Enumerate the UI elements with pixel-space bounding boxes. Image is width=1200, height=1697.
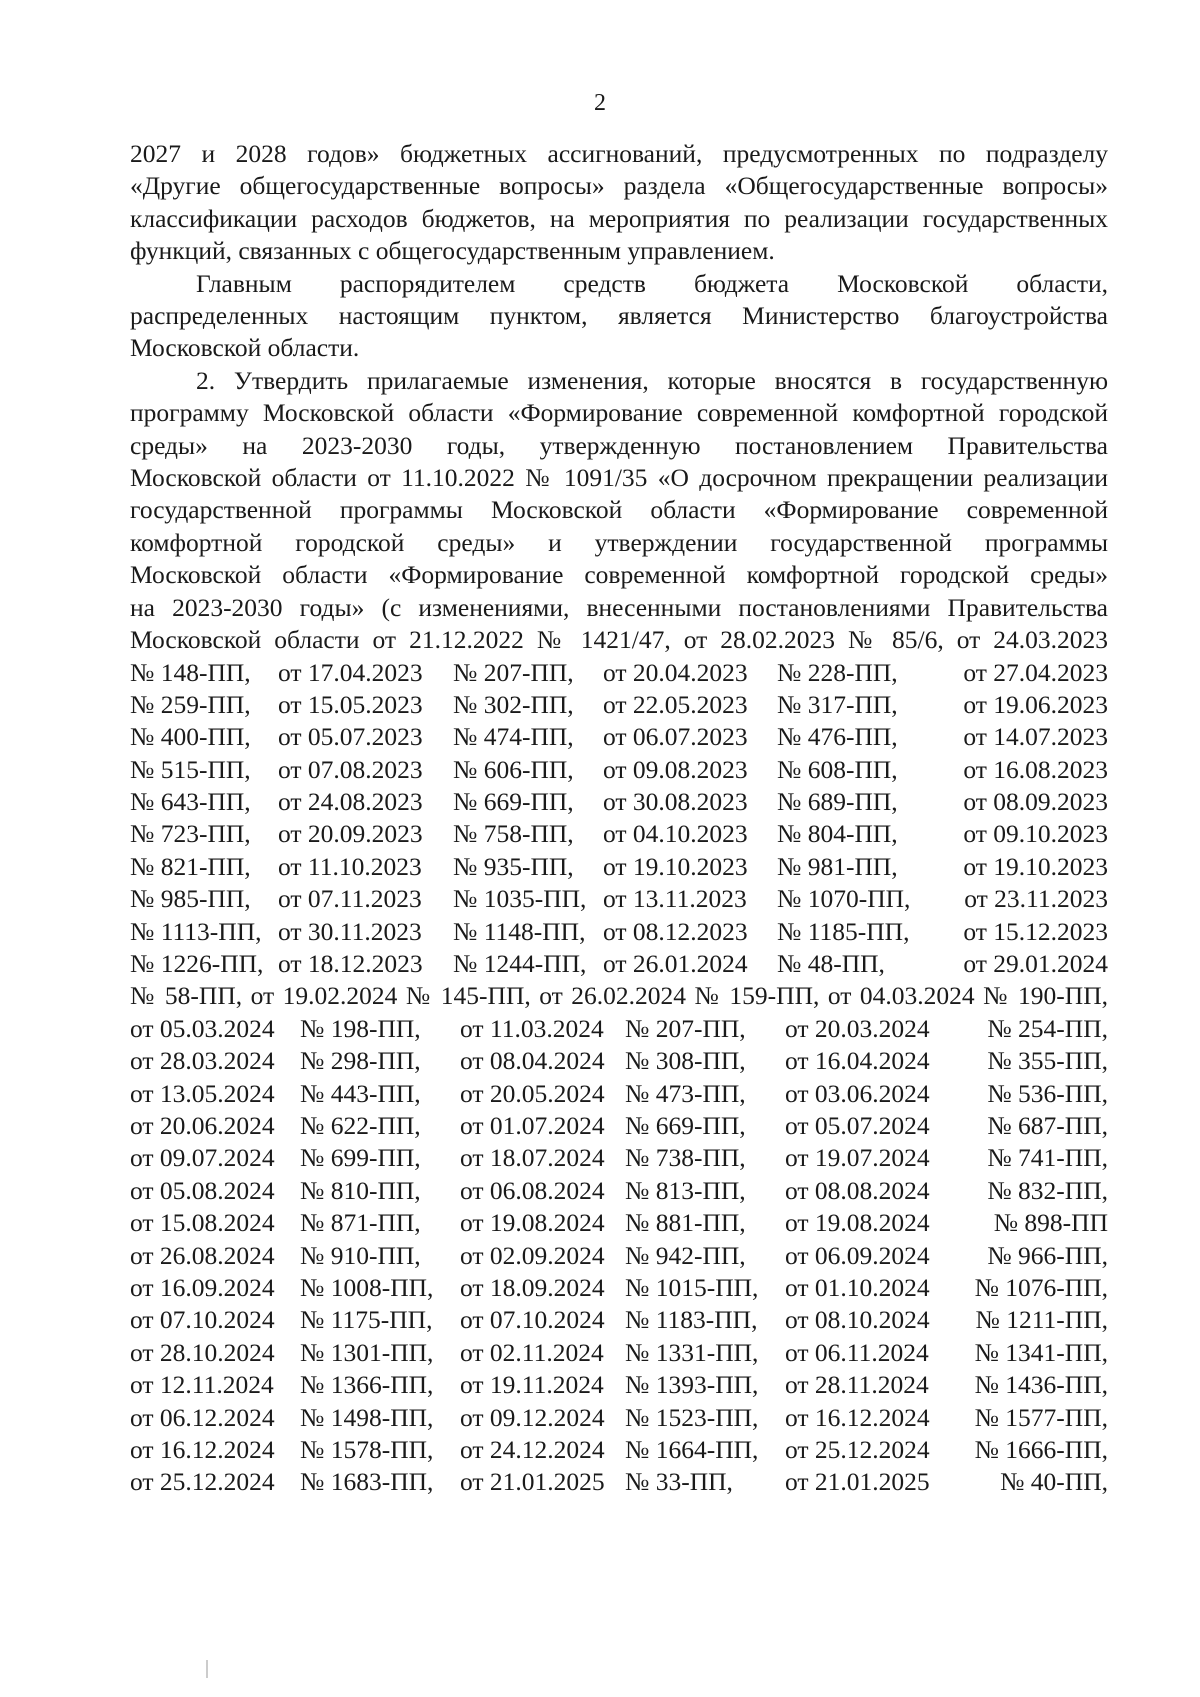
decree-row [130, 689, 1108, 721]
decree-cell: № 981-ПП, [777, 851, 898, 881]
decree-cell: от 06.09.2024 [785, 1240, 930, 1270]
decree-cell: от 08.08.2024 [785, 1175, 930, 1205]
decree-cell: № 871-ПП, [300, 1208, 421, 1238]
text-line: Главным распорядителем средств бюджета Московской области, [196, 268, 1108, 298]
decree-row [130, 1078, 1108, 1110]
decree-cell: от 26.08.2024 [130, 1240, 275, 1270]
decree-cell: от 30.08.2023 [603, 787, 748, 817]
decree-row [130, 1272, 1108, 1304]
decree-cell: № 1331-ПП, [625, 1337, 759, 1367]
decree-cell: от 24.08.2023 [278, 787, 423, 817]
decree-cell: № 1578-ПП, [300, 1434, 434, 1464]
decree-cell: № 821-ПП, [130, 851, 251, 881]
decree-cell: № 317-ПП, [777, 689, 898, 719]
text-line: функций, связанных с общегосударственным управлением. [130, 236, 775, 266]
decree-cell: № 298-ПП, [300, 1046, 421, 1076]
decree-cell: от 20.06.2024 [130, 1110, 275, 1140]
decree-cell: № 985-ПП, [130, 884, 251, 914]
decree-row [130, 1240, 1108, 1272]
decree-cell: от 20.09.2023 [278, 819, 423, 849]
decree-cell: № 832-ПП, [987, 1175, 1108, 1205]
decree-cell: от 07.11.2023 [278, 884, 422, 914]
decree-cell: № 1148-ПП, [453, 916, 586, 946]
decree-cell: от 29.01.2024 [963, 949, 1108, 979]
decree-cell: от 19.06.2023 [963, 689, 1108, 719]
decree-cell: от 09.07.2024 [130, 1143, 275, 1173]
text-line: распределенных настоящим пунктом, является Министерство благоустройства [130, 301, 1108, 331]
decree-cell: № 942-ПП, [625, 1240, 746, 1270]
decree-cell: № 669-ПП, [453, 787, 574, 817]
decree-cell: № 1008-ПП, [300, 1272, 434, 1302]
decree-cell: от 05.07.2024 [785, 1110, 930, 1140]
decree-row [130, 754, 1108, 786]
decree-cell: № 1244-ПП, [453, 949, 587, 979]
paragraph-2 [130, 268, 1108, 365]
decree-cell: № 689-ПП, [777, 787, 898, 817]
decree-cell: № 813-ПП, [625, 1175, 746, 1205]
decree-cell: № 699-ПП, [300, 1143, 421, 1173]
decree-cell: № 758-ПП, [453, 819, 574, 849]
decree-cell: от 18.12.2023 [278, 949, 423, 979]
page-number: 2 [594, 90, 606, 116]
decree-cell: № 48-ПП, [777, 949, 885, 979]
decree-cell: от 13.11.2023 [603, 884, 747, 914]
decree-cell: от 08.09.2023 [963, 787, 1108, 817]
text-line: государственной программы Московской области «Формирование современной [130, 495, 1108, 525]
decree-cell: от 01.10.2024 [785, 1272, 930, 1302]
decree-list-2024 [130, 1013, 1108, 1499]
decree-cell: от 11.03.2024 [460, 1013, 604, 1043]
decree-cell: № 738-ПП, [625, 1143, 746, 1173]
decree-cell: от 25.12.2024 [130, 1467, 275, 1497]
decree-cell: № 473-ПП, [625, 1078, 746, 1108]
decree-cell: № 1683-ПП, [300, 1467, 434, 1497]
document-body [130, 138, 1108, 1499]
decree-row [130, 948, 1108, 980]
decree-cell: № 228-ПП, [777, 657, 898, 687]
decree-row [130, 1466, 1108, 1498]
decree-row [130, 1110, 1108, 1142]
decree-cell: № 1076-ПП, [974, 1272, 1108, 1302]
decree-cell: № 606-ПП, [453, 754, 574, 784]
decree-cell: № 898-ПП [993, 1208, 1108, 1238]
decree-cell: от 22.05.2023 [603, 689, 748, 719]
decree-cell: № 1185-ПП, [777, 916, 910, 946]
decree-row [130, 1045, 1108, 1077]
decree-cell: от 05.07.2023 [278, 722, 423, 752]
decree-cell: № 1366-ПП, [300, 1370, 434, 1400]
decree-cell: № 474-ПП, [453, 722, 574, 752]
decree-row [130, 657, 1108, 689]
decree-cell: от 16.12.2024 [785, 1402, 930, 1432]
decree-cell: № 198-ПП, [300, 1013, 421, 1043]
decree-cell: от 08.04.2024 [460, 1046, 605, 1076]
decree-cell: от 19.07.2024 [785, 1143, 930, 1173]
decree-cell: № 687-ПП, [987, 1110, 1108, 1140]
decree-row [130, 1304, 1108, 1336]
decree-cell: № 622-ПП, [300, 1110, 421, 1140]
decree-cell: № 148-ПП, [130, 657, 251, 687]
decree-row [130, 1369, 1108, 1401]
text-line: № 58-ПП, от 19.02.2024 № 145-ПП, от 26.02.2024 № 159-ПП, от 04.03.2024 № 190-ПП, [130, 981, 1108, 1011]
decree-cell: от 02.09.2024 [460, 1240, 605, 1270]
decree-cell: № 643-ПП, [130, 787, 251, 817]
decree-cell: от 07.08.2023 [278, 754, 423, 784]
decree-cell: № 1523-ПП, [625, 1402, 759, 1432]
decree-row [130, 1013, 1108, 1045]
decree-cell: от 08.10.2024 [785, 1305, 930, 1335]
decree-cell: от 28.11.2024 [785, 1370, 929, 1400]
text-line: 2027 и 2028 годов» бюджетных ассигнований, предусмотренных по подразделу [130, 139, 1108, 168]
decree-cell: от 27.04.2023 [963, 657, 1108, 687]
decree-cell: № 302-ПП, [453, 689, 574, 719]
decree-row [130, 851, 1108, 883]
decree-cell: № 40-ПП, [1000, 1467, 1108, 1497]
decree-cell: от 11.10.2023 [278, 851, 422, 881]
decree-cell: от 28.03.2024 [130, 1046, 275, 1076]
text-line: Московской области. [130, 333, 360, 363]
decree-cell: № 1175-ПП, [300, 1305, 433, 1335]
text-line: Московской области «Формирование современной комфортной городской среды» [130, 560, 1108, 590]
decree-cell: от 09.10.2023 [963, 819, 1108, 849]
decree-cell: № 669-ПП, [625, 1110, 746, 1140]
decree-row [130, 1402, 1108, 1434]
decree-cell: от 07.10.2024 [130, 1305, 275, 1335]
decree-cell: от 26.01.2024 [603, 949, 748, 979]
decree-cell: от 15.08.2024 [130, 1208, 275, 1238]
decree-cell: от 01.07.2024 [460, 1110, 605, 1140]
decree-row [130, 1434, 1108, 1466]
decree-cell: № 476-ПП, [777, 722, 898, 752]
decree-row [130, 1142, 1108, 1174]
text-line: классификации расходов бюджетов, на мероприятия по реализации государственных [130, 203, 1108, 233]
decree-row [130, 721, 1108, 753]
decree-cell: № 1015-ПП, [625, 1272, 759, 1302]
decree-row [130, 916, 1108, 948]
decree-cell: от 14.07.2023 [963, 722, 1108, 752]
text-line: 2. Утвердить прилагаемые изменения, которые вносятся в государственную [196, 365, 1108, 395]
text-line: Московской области от 11.10.2022 № 1091/35 «О досрочном прекращении реализации [130, 463, 1108, 493]
decree-cell: № 254-ПП, [987, 1013, 1108, 1043]
decree-cell: от 06.07.2023 [603, 722, 748, 752]
decree-cell: от 02.11.2024 [460, 1337, 604, 1367]
decree-cell: от 17.04.2023 [278, 657, 423, 687]
decree-cell: от 20.05.2024 [460, 1078, 605, 1108]
decree-row [130, 1175, 1108, 1207]
decree-cell: № 515-ПП, [130, 754, 251, 784]
decree-list-2023 [130, 657, 1108, 981]
decree-cell: № 400-ПП, [130, 722, 251, 752]
text-line: Московской области от 21.12.2022 № 1421/47, от 28.02.2023 № 85/6, от 24.03.2023 [130, 625, 1108, 655]
decree-cell: № 443-ПП, [300, 1078, 421, 1108]
decree-cell: от 21.01.2025 [460, 1467, 605, 1497]
decree-cell: № 308-ПП, [625, 1046, 746, 1076]
decree-cell: № 355-ПП, [987, 1046, 1108, 1076]
decree-cell: № 1183-ПП, [625, 1305, 758, 1335]
decree-cell: № 1341-ПП, [974, 1337, 1108, 1367]
decree-cell: от 18.09.2024 [460, 1272, 605, 1302]
decree-cell: от 30.11.2023 [278, 916, 422, 946]
decree-cell: № 1436-ПП, [974, 1370, 1108, 1400]
decree-row [130, 786, 1108, 818]
decree-cell: № 1666-ПП, [974, 1434, 1108, 1464]
decree-cell: от 19.10.2023 [963, 851, 1108, 881]
text-line: «Другие общегосударственные вопросы» раздела «Общегосударственные вопросы» [130, 171, 1108, 201]
decree-cell: № 1664-ПП, [625, 1434, 759, 1464]
decree-cell: № 1226-ПП, [130, 949, 264, 979]
decree-cell: № 966-ПП, [987, 1240, 1108, 1270]
decree-cell: от 20.03.2024 [785, 1013, 930, 1043]
text-line: среды» на 2023-2030 годы, утвержденную постановлением Правительства [130, 430, 1108, 460]
decree-cell: от 15.12.2023 [963, 916, 1108, 946]
paragraph-1 [130, 138, 1108, 268]
decree-cell: от 05.08.2024 [130, 1175, 275, 1205]
decree-cell: от 06.08.2024 [460, 1175, 605, 1205]
decree-cell: от 19.11.2024 [460, 1370, 604, 1400]
decree-cell: от 08.12.2023 [603, 916, 748, 946]
decree-cell: от 13.05.2024 [130, 1078, 275, 1108]
decree-cell: от 24.12.2024 [460, 1434, 605, 1464]
decree-row [130, 818, 1108, 850]
decree-cell: № 1577-ПП, [974, 1402, 1108, 1432]
decree-cell: от 20.04.2023 [603, 657, 748, 687]
decree-cell: № 810-ПП, [300, 1175, 421, 1205]
decree-cell: от 16.12.2024 [130, 1434, 275, 1464]
decree-cell: от 09.08.2023 [603, 754, 748, 784]
decree-cell: от 21.01.2025 [785, 1467, 930, 1497]
decree-cell: № 741-ПП, [987, 1143, 1108, 1173]
decree-cell: № 1211-ПП, [975, 1305, 1108, 1335]
decree-cell: № 259-ПП, [130, 689, 251, 719]
decree-cell: № 910-ПП, [300, 1240, 421, 1270]
decree-cell: от 25.12.2024 [785, 1434, 930, 1464]
decree-cell: от 18.07.2024 [460, 1143, 605, 1173]
decree-cell: от 05.03.2024 [130, 1013, 275, 1043]
text-line: на 2023-2030 годы» (с изменениями, внесенными постановлениями Правительства [130, 592, 1108, 622]
decree-cell: от 04.10.2023 [603, 819, 748, 849]
decree-cell: от 16.08.2023 [963, 754, 1108, 784]
decree-cell: № 1393-ПП, [625, 1370, 759, 1400]
decree-cell: от 19.10.2023 [603, 851, 748, 881]
decree-cell: от 23.11.2023 [964, 884, 1108, 914]
decree-cell: от 09.12.2024 [460, 1402, 605, 1432]
decree-cell: № 881-ПП, [625, 1208, 746, 1238]
decree-cell: от 19.08.2024 [460, 1208, 605, 1238]
decree-cell: от 12.11.2024 [130, 1370, 274, 1400]
decree-cell: от 19.08.2024 [785, 1208, 930, 1238]
decree-cell: № 1035-ПП, [453, 884, 587, 914]
decree-cell: № 1113-ПП, [130, 916, 262, 946]
decree-cell: от 07.10.2024 [460, 1305, 605, 1335]
decree-cell: № 207-ПП, [625, 1013, 746, 1043]
decree-cell: № 723-ПП, [130, 819, 251, 849]
decree-cell: от 16.04.2024 [785, 1046, 930, 1076]
decree-cell: от 03.06.2024 [785, 1078, 930, 1108]
decree-cell: № 207-ПП, [453, 657, 574, 687]
decree-cell: № 1498-ПП, [300, 1402, 434, 1432]
decree-cell: № 1070-ПП, [777, 884, 911, 914]
decree-cell: № 935-ПП, [453, 851, 574, 881]
decree-cell: № 608-ПП, [777, 754, 898, 784]
decree-cell: № 33-ПП, [625, 1467, 733, 1497]
decree-cell: от 15.05.2023 [278, 689, 423, 719]
paragraph-3 [130, 365, 1108, 657]
text-line: программу Московской области «Формирование современной комфортной городской [130, 398, 1108, 428]
decree-cell: от 28.10.2024 [130, 1337, 275, 1367]
decree-row [130, 1207, 1108, 1239]
decree-cell: № 804-ПП, [777, 819, 898, 849]
decree-cell: № 1301-ПП, [300, 1337, 434, 1367]
decree-cell: № 536-ПП, [987, 1078, 1108, 1108]
decree-row [130, 1337, 1108, 1369]
scan-artifact [206, 1660, 208, 1678]
text-line: комфортной городской среды» и утверждении государственной программы [130, 527, 1108, 557]
decree-row [130, 883, 1108, 915]
decree-cell: от 06.12.2024 [130, 1402, 275, 1432]
decree-cell: от 06.11.2024 [785, 1337, 929, 1367]
decree-cell: от 16.09.2024 [130, 1272, 275, 1302]
